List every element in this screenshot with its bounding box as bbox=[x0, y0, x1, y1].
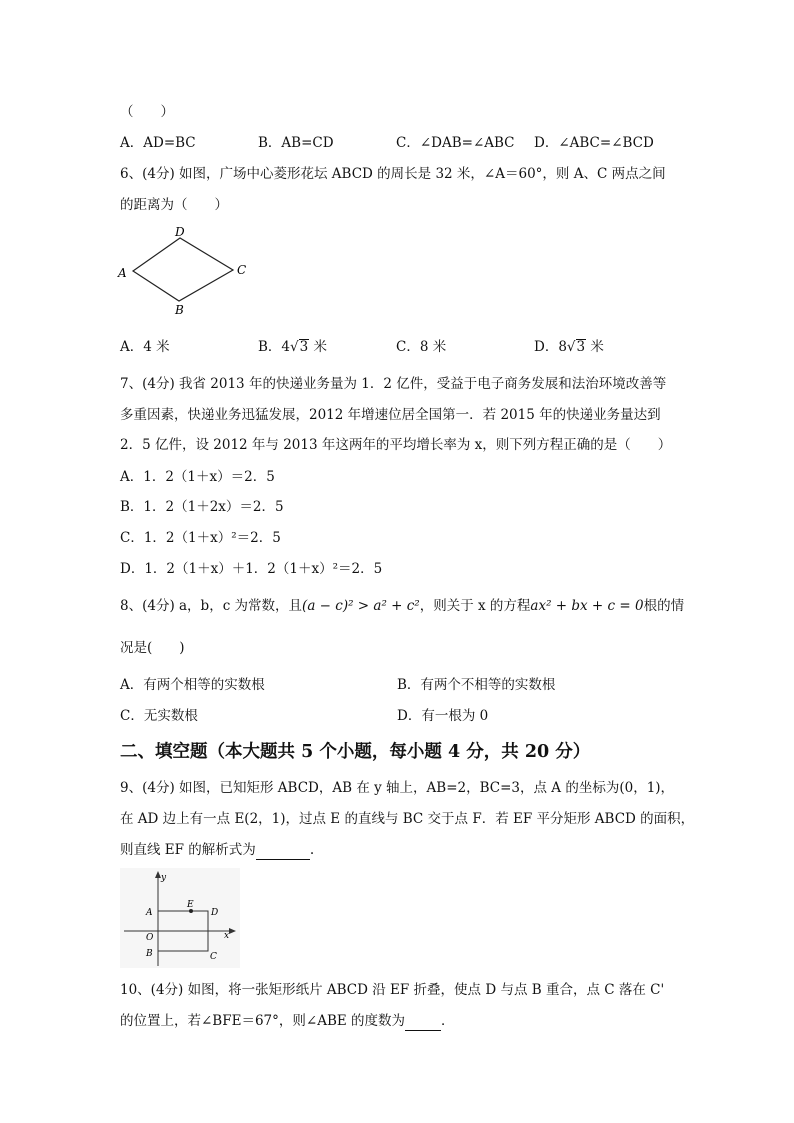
q8-stem-mid: ，则关于 x 的方程 bbox=[419, 598, 531, 614]
q7-option-d: D．1．2（1＋x）＋1．2（1＋x）²＝2．5 bbox=[120, 561, 383, 577]
fig-label-d: D bbox=[211, 908, 219, 918]
q10-stem-line-2-end: ． bbox=[441, 1013, 455, 1029]
q6-option-a: A．4 米 bbox=[120, 339, 170, 355]
fig-label-o: O bbox=[146, 933, 154, 943]
rhombus-label-c: C bbox=[237, 263, 247, 277]
q5-option-a: A．AD=BC bbox=[120, 135, 196, 151]
section-2-title: 二、填空题（本大题共 5 个小题，每小题 4 分，共 20 分） bbox=[120, 742, 591, 762]
sqrt-sign: √ bbox=[290, 339, 299, 355]
q7-stem-line-1: 7、(4分) 我省 2013 年的快递业务量为 1．2 亿件，受益于电子商务发展和法治环境改善等 bbox=[120, 376, 667, 392]
rhombus-label-d: D bbox=[175, 225, 185, 239]
q7-option-b: B．1．2（1＋2x）＝2．5 bbox=[120, 499, 284, 515]
q6-option-d bbox=[534, 338, 604, 356]
rhombus-abcd bbox=[133, 238, 233, 301]
q10-stem-line-1: 10、(4分) 如图，将一张矩形纸片 ABCD 沿 EF 折叠，使点 D 与点 B 重合，点 C 落在 C' bbox=[120, 982, 665, 998]
q7-stem-line-3: 2．5 亿件，设 2012 年与 2013 年这两年的平均增长率为 x，则下列方程正确的是（ ） bbox=[120, 437, 672, 453]
fig-label-a: A bbox=[146, 908, 153, 918]
q6-rhombus-figure bbox=[115, 222, 255, 320]
q6-option-b-radicand: 3 bbox=[299, 339, 309, 355]
q6-stem-line-1: 6、(4分) 如图，广场中心菱形花坛 ABCD 的周长是 32 米，∠A＝60°，则 A、C 两点之间 bbox=[120, 166, 666, 182]
q8-option-b: B．有两个不相等的实数根 bbox=[397, 677, 556, 693]
q5-option-c: C．∠DAB=∠ABC bbox=[396, 135, 515, 151]
q8-option-d: D．有一根为 0 bbox=[397, 708, 489, 724]
q7-option-a: A．1．2（1＋x）＝2．5 bbox=[120, 469, 275, 485]
q8-stem-suffix: 根的情 bbox=[643, 598, 685, 614]
rhombus-label-a: A bbox=[118, 266, 127, 280]
q10-stem-line-2-text: 的位置上，若∠BFE＝67°，则∠ABE 的度数为 bbox=[120, 1013, 406, 1029]
q9-answer-blank[interactable] bbox=[256, 841, 310, 860]
fig-label-c: C bbox=[210, 952, 217, 962]
q8-stem-prefix: 8、(4分) a，b，c 为常数，且 bbox=[120, 598, 303, 614]
q5-option-b: B．AB=CD bbox=[258, 135, 334, 151]
q5-option-d: D．∠ABC=∠BCD bbox=[534, 135, 654, 151]
q8-stem-line-1 bbox=[120, 597, 684, 615]
q6-option-d-radicand: 3 bbox=[576, 339, 586, 355]
fig-label-b: B bbox=[146, 949, 153, 959]
q9-stem-line-3-text: 则直线 EF 的解析式为 bbox=[120, 842, 256, 858]
q6-option-b bbox=[258, 338, 327, 356]
q6-option-b-suffix: 米 bbox=[313, 339, 328, 355]
q6-option-b-prefix: B．4 bbox=[258, 339, 291, 355]
q5-stem-tail: （ ） bbox=[120, 104, 174, 120]
q6-option-c: C．8 米 bbox=[396, 339, 447, 355]
fig-label-x: x bbox=[224, 931, 230, 941]
q10-stem-line-2 bbox=[120, 1012, 455, 1031]
q8-stem-line-2: 况是( ) bbox=[120, 640, 185, 656]
q8-condition: (a − c)² > a² + c² bbox=[302, 598, 420, 614]
rhombus-label-b: B bbox=[175, 303, 184, 317]
q9-coordinate-figure bbox=[120, 868, 240, 968]
q7-option-c: C．1．2（1＋x）²＝2．5 bbox=[120, 530, 281, 546]
q9-stem-line-3 bbox=[120, 841, 314, 860]
q6-option-d-prefix: D．8 bbox=[534, 339, 567, 355]
fig-label-e: E bbox=[187, 900, 194, 910]
q9-stem-line-3-end: . bbox=[309, 842, 315, 858]
q6-stem-line-2: 的距离为（ ） bbox=[120, 197, 228, 213]
q7-stem-line-2: 多重因素，快递业务迅猛发展，2012 年增速位居全国第一．若 2015 年的快递业务量达到 bbox=[120, 407, 661, 423]
q8-option-a: A．有两个相等的实数根 bbox=[120, 677, 265, 693]
fig-label-y: y bbox=[161, 873, 167, 883]
q6-option-d-suffix: 米 bbox=[590, 339, 604, 355]
q8-option-c: C．无实数根 bbox=[120, 708, 198, 724]
q9-stem-line-1: 9、(4分) 如图，已知矩形 ABCD，AB 在 y 轴上，AB=2，BC=3，点 A 的坐标为(0，1)， bbox=[120, 780, 675, 796]
q10-answer-blank[interactable] bbox=[405, 1012, 441, 1031]
q8-equation: ax² + bx + c = 0 bbox=[530, 598, 644, 614]
q9-stem-line-2: 在 AD 边上有一点 E(2，1)，过点 E 的直线与 BC 交于点 F．若 EF 平分矩形 ABCD 的面积， bbox=[120, 811, 695, 827]
sqrt-sign: √ bbox=[566, 339, 576, 355]
